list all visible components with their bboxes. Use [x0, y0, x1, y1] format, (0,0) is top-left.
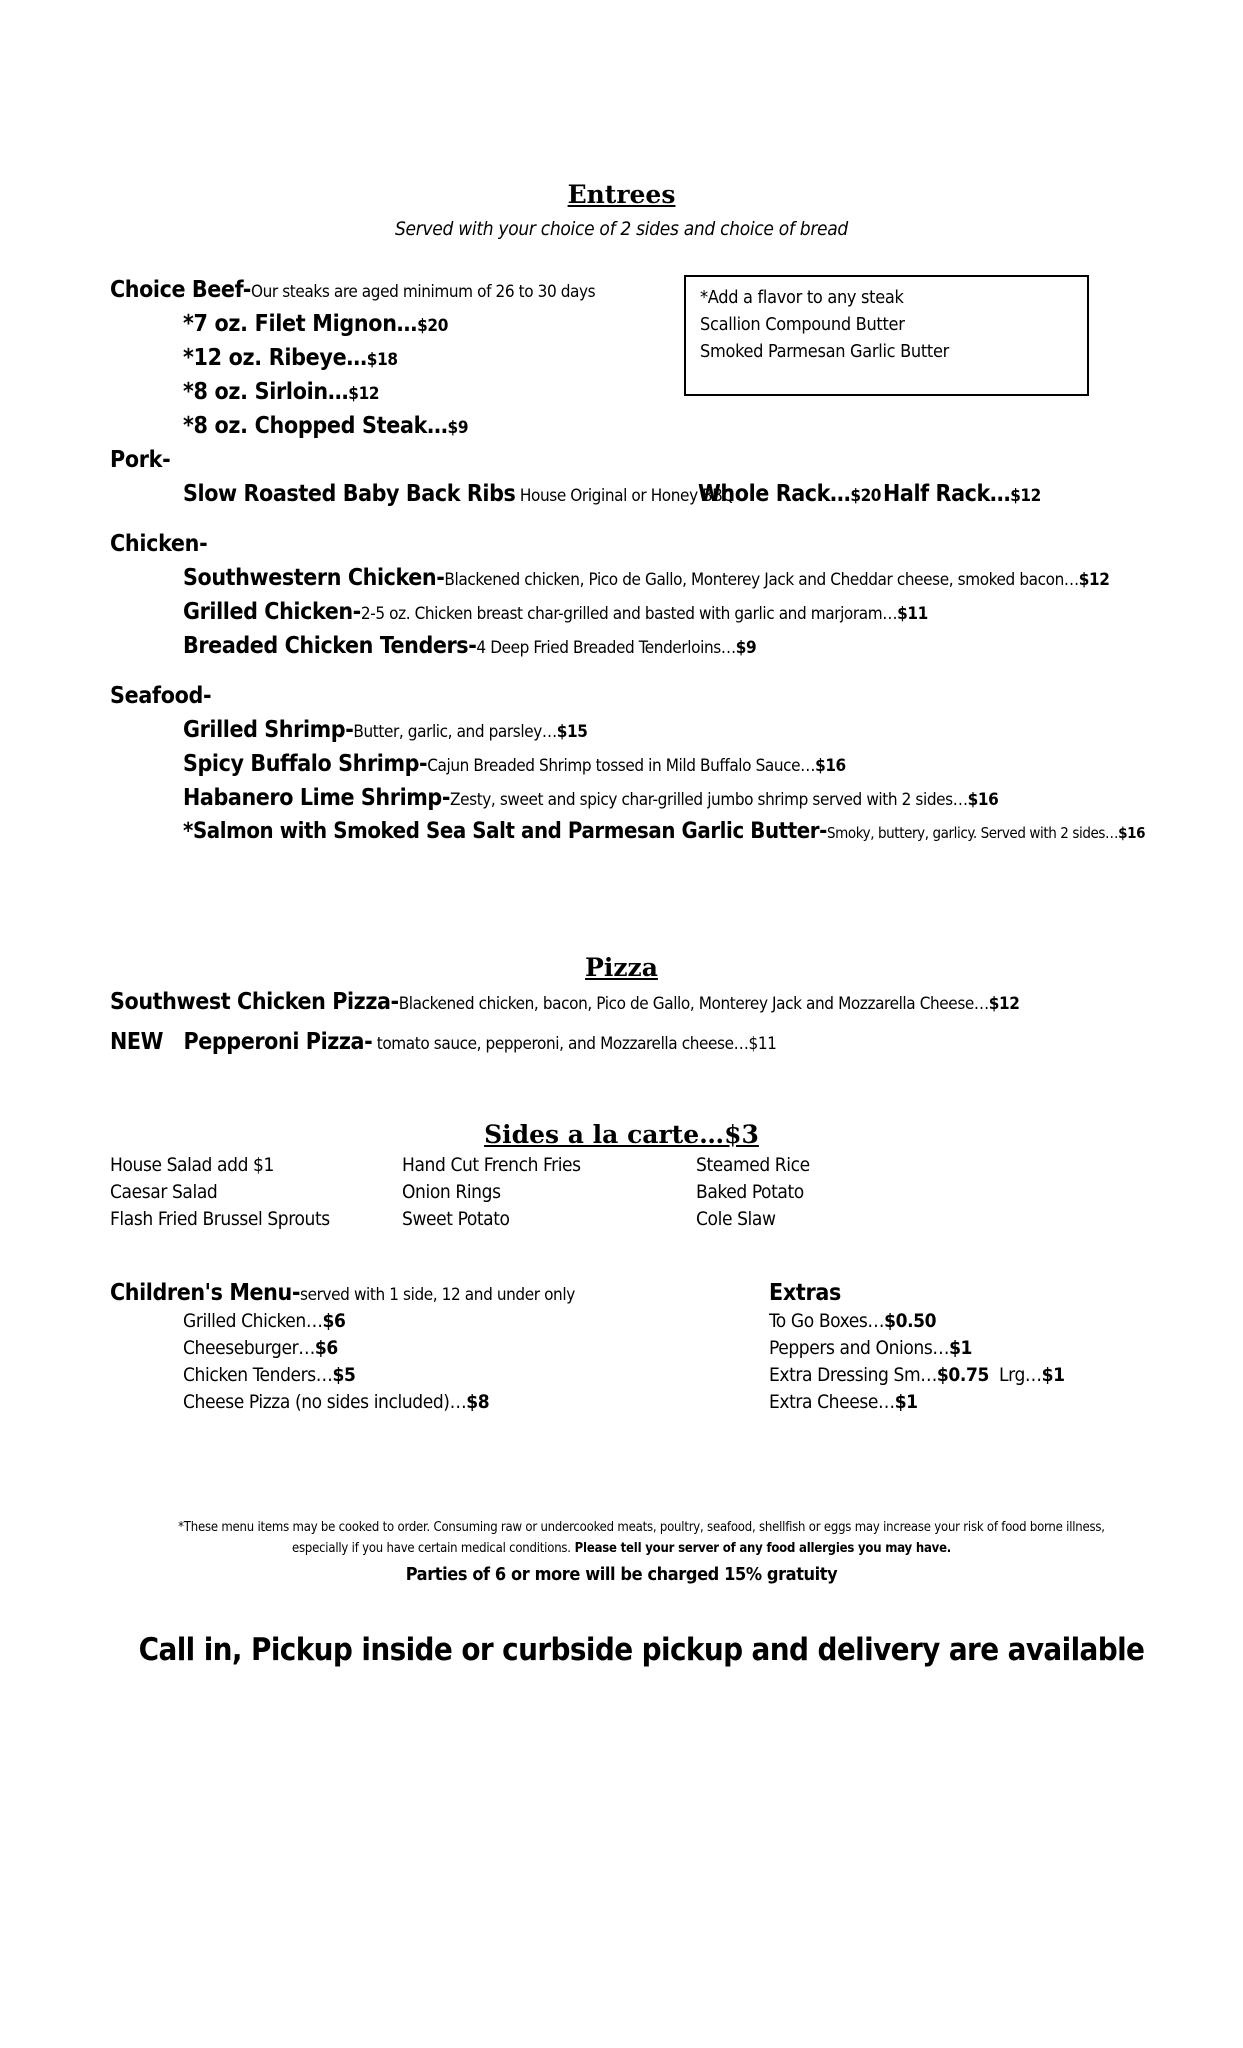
extras-item: Peppers and Onions…$1: [769, 1337, 973, 1359]
sides-heading: Sides a la carte…$3: [484, 1120, 759, 1149]
pork-category-label: Pork-: [110, 447, 171, 473]
extras-list: [769, 1308, 1065, 1416]
disclaimer-line-2: [0, 1541, 1243, 1556]
children-item: Grilled Chicken…$6: [183, 1310, 346, 1332]
seafood-item: Spicy Buffalo Shrimp-Cajun Breaded Shrimp tossed in Mild Buffalo Sauce…$16: [183, 751, 846, 777]
flavor-box-line: Smoked Parmesan Garlic Butter: [700, 341, 949, 362]
pickup-banner: Call in, Pickup inside or curbside pickup and delivery are available: [138, 1632, 1145, 1668]
sides-column-2: [402, 1152, 581, 1233]
childrens-menu-heading-row: [110, 1280, 575, 1306]
pizza-item: Southwest Chicken Pizza-Blackened chicken, bacon, Pico de Gallo, Monterey Jack and Mozzarella Cheese…$12: [110, 989, 1020, 1015]
beef-category-label: Choice Beef-: [110, 277, 251, 303]
side-item: Sweet Potato: [402, 1208, 510, 1230]
side-item: Caesar Salad: [110, 1181, 218, 1203]
gratuity-notice: Parties of 6 or more will be charged 15% gratuity: [405, 1564, 838, 1585]
entrees-heading: Entrees: [567, 180, 676, 209]
chicken-category-label: Chicken-: [110, 531, 208, 557]
childrens-menu-note: served with 1 side, 12 and under only: [300, 1285, 575, 1305]
beef-note: Our steaks are aged minimum of 26 to 30 days: [250, 282, 596, 302]
disclaimer-line-1: *These menu items may be cooked to order. Consuming raw or undercooked meats, poultry, seafood, shellfish or eggs may increase your risk of food borne illness,: [178, 1520, 1105, 1535]
flavor-box-line: *Add a flavor to any steak: [700, 287, 904, 308]
side-item: Hand Cut French Fries: [402, 1154, 581, 1176]
seafood-category-label: Seafood-: [110, 683, 212, 709]
sides-column-3: [696, 1152, 810, 1233]
pork-item-desc: House Original or Honey BBQ: [519, 486, 734, 506]
flavor-box-line: Scallion Compound Butter: [700, 314, 905, 335]
side-item: Baked Potato: [696, 1181, 804, 1203]
entrees-subheading: Served with your choice of 2 sides and choice of bread: [394, 218, 848, 240]
extras-heading: Extras: [769, 1280, 842, 1306]
extras-item: Extra Dressing Sm…$0.75 Lrg…$1: [769, 1364, 1065, 1386]
beef-item: *7 oz. Filet Mignon…$20: [183, 311, 449, 337]
pizza-item: NEW Pepperoni Pizza- tomato sauce, pepperoni, and Mozzarella cheese…$11: [110, 1029, 777, 1055]
beef-category-row: [110, 277, 595, 303]
whole-rack: Whole Rack…$20: [698, 481, 882, 507]
beef-item: *8 oz. Sirloin…$12: [183, 379, 380, 405]
children-item: Cheeseburger…$6: [183, 1337, 338, 1359]
side-item: Cole Slaw: [696, 1208, 776, 1230]
children-item: Cheese Pizza (no sides included)…$8: [183, 1391, 490, 1413]
pizza-heading: Pizza: [585, 953, 658, 982]
seafood-item: Habanero Lime Shrimp-Zesty, sweet and spicy char-grilled jumbo shrimp served with 2 sides…$16: [183, 785, 999, 811]
half-rack: Half Rack…$12: [883, 481, 1041, 507]
extras-item: To Go Boxes…$0.50: [769, 1310, 937, 1332]
pork-item-name: Slow Roasted Baby Back Ribs: [183, 481, 516, 507]
beef-item: *12 oz. Ribeye…$18: [183, 345, 398, 371]
allergy-notice: Please tell your server of any food allergies you may have.: [570, 1541, 952, 1556]
children-item: Chicken Tenders…$5: [183, 1364, 356, 1386]
extras-item: Extra Cheese…$1: [769, 1391, 918, 1413]
side-item: Onion Rings: [402, 1181, 501, 1203]
chicken-item: Southwestern Chicken-Blackened chicken, Pico de Gallo, Monterey Jack and Cheddar cheese, smoked bacon…$12: [183, 565, 1110, 591]
seafood-item: Grilled Shrimp-Butter, garlic, and parsley…$15: [183, 717, 588, 743]
chicken-item: Grilled Chicken-2-5 oz. Chicken breast char-grilled and basted with garlic and marjoram…$11: [183, 599, 928, 625]
seafood-item: *Salmon with Smoked Sea Salt and Parmesan Garlic Butter-Smoky, buttery, garlicy. Served with 2 sides…$16: [183, 819, 1146, 844]
chicken-item: Breaded Chicken Tenders-4 Deep Fried Breaded Tenderloins…$9: [183, 633, 757, 659]
pork-item: [183, 481, 734, 507]
side-item: Steamed Rice: [696, 1154, 810, 1176]
childrens-menu-heading: Children's Menu-: [110, 1280, 301, 1306]
disclaimer-text: especially if you have certain medical conditions.: [291, 1541, 571, 1556]
beef-item: *8 oz. Chopped Steak…$9: [183, 413, 469, 439]
childrens-menu-list: [183, 1308, 489, 1416]
side-item: Flash Fried Brussel Sprouts: [110, 1208, 330, 1230]
steak-flavor-box: [684, 275, 1089, 396]
side-item: House Salad add $1: [110, 1154, 274, 1176]
sides-column-1: [110, 1152, 330, 1233]
